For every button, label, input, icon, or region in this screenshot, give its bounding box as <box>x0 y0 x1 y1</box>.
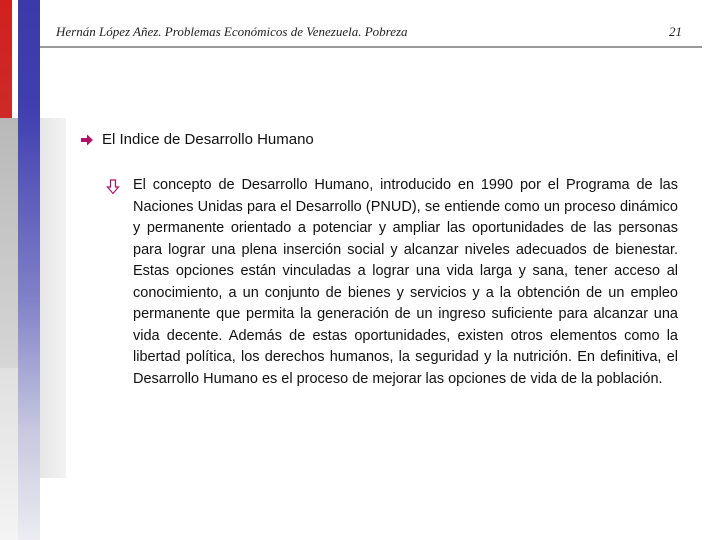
bullet-paragraph: El concepto de Desarrollo Humano, introducido en 1990 por el Programa de las Naciones Unidas para el Desarrollo (PNUD), se entiende como un proceso dinámico y permanente orientado a potenciar y ampliar las oportunidades de las personas para lograr una plena inserción social y alcanzar niveles adecuados de bienestar. Estas opciones están vinculadas a lograr una vida larga y sana, tener acceso al conocimiento, a un conjunto de bienes y servicios y a la obtención de un empleo permanente que permita la generación de un ingreso suficiente para alcanzar una vida decente. Además de estas oportunidades, existen otros elementos como la libertad política, los derechos humanos, la seguridad y la nutrición. En definitiva, el Desarrollo Humano es el proceso de mejorar las opciones de vida de la población. <box>133 177 678 387</box>
decorative-blue-bar <box>18 0 40 540</box>
section-heading <box>80 131 314 148</box>
decorative-gray-bar-bottom <box>0 368 18 540</box>
header-title: Hernán López Añez. Problemas Económicos de Venezuela. Pobreza <box>56 24 408 39</box>
decorative-gray-bar <box>0 118 18 368</box>
header-divider <box>40 46 702 48</box>
decorative-red-bar <box>0 0 12 118</box>
page-number: 21 <box>669 24 682 39</box>
section-heading-text: El Indice de Desarrollo Humano <box>102 131 314 148</box>
decorative-light-bar <box>40 118 66 478</box>
arrow-down-outline-icon <box>106 179 120 195</box>
arrow-right-icon <box>80 133 94 147</box>
